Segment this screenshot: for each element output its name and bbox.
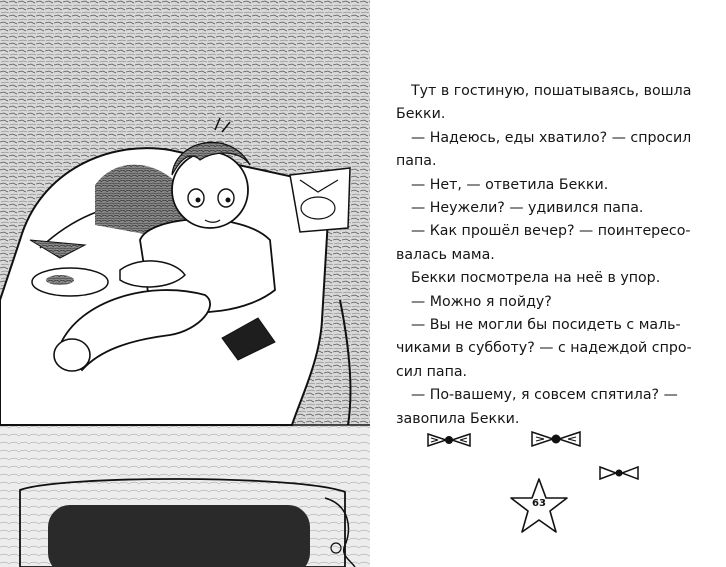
- paragraph-8: — Вы не могли бы посидеть с маль-: [411, 317, 681, 334]
- page-number: 63: [532, 498, 546, 509]
- tv-screen: [48, 505, 310, 567]
- paragraph-3: — Нет, — ответила Бекки.: [411, 176, 609, 193]
- bow-ornament-icon: [426, 430, 472, 450]
- paragraph-2: — Надеюсь, еды хватило? — спросил: [411, 129, 692, 146]
- paragraph-1: Тут в гостиную, пошатываясь, вошла: [411, 83, 692, 99]
- bow-ornament-icon: [530, 428, 582, 450]
- paragraph-9: — По-вашему, я совсем спятила? —: [411, 387, 678, 404]
- paragraph-7: — Можно я пойду?: [411, 293, 552, 310]
- paragraph-4: — Неужели? — удивился папа.: [411, 200, 644, 217]
- bow-ornament-icon: [598, 464, 640, 482]
- paragraph-5: — Как прошёл вечер? — поинтересо-: [411, 223, 691, 240]
- chips-bag: [290, 168, 350, 232]
- story-text: Тут в гостиную, пошатываясь, вошла Бекки. — Надеюсь, еды хватило? — спросил папа. — Нет, — ответила Бекки. — Неужели? — удивился папа. — Как прошёл вечер? — поинтересо- валась мама. Бекки посмотрела на неё в упор. — Можно я пойду? — Вы не могли бы посидеть с маль- чиками в субботу? — с надеждой спро- сил папа. — По-вашему, я совсем спятила? — завопила Бекки.: [396, 80, 696, 431]
- paragraph-6: Бекки посмотрела на неё в упор.: [411, 270, 661, 287]
- boy-head: [172, 152, 248, 228]
